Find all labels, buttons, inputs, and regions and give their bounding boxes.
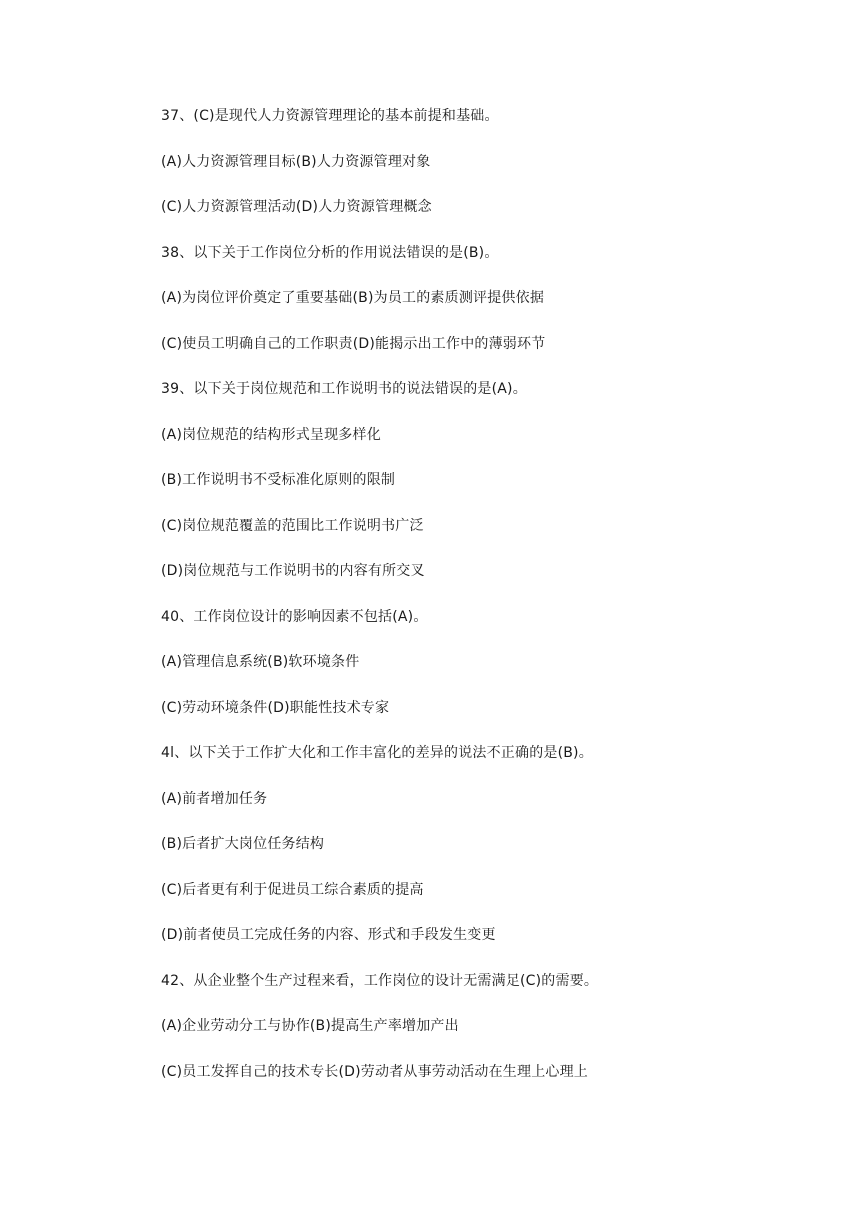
question-39-option-b: (B)工作说明书不受标准化原则的限制 <box>161 472 396 488</box>
question-42-options-cd: (C)员工发挥自己的技术专长(D)劳动者从事劳动活动在生理上心理上 <box>161 1063 589 1080</box>
question-40-options-ab: (A)管理信息系统(B)软环境条件 <box>161 654 360 670</box>
question-39-option-a: (A)岗位规范的结构形式呈现多样化 <box>161 426 381 443</box>
question-39-stem: 39、以下关于岗位规范和工作说明书的说法错误的是(A)。 <box>161 381 527 397</box>
question-41-option-a: (A)前者增加任务 <box>161 790 268 807</box>
question-41-option-d: (D)前者使员工完成任务的内容、形式和手段发生变更 <box>161 927 496 943</box>
question-39-option-d: (D)岗位规范与工作说明书的内容有所交叉 <box>161 563 425 579</box>
question-37-options-ab: (A)人力资源管理目标(B)人力资源管理对象 <box>161 153 431 170</box>
question-list <box>161 104 821 1105</box>
question-42-stem: 42、从企业整个生产过程来看，工作岗位的设计无需满足(C)的需要。 <box>161 972 599 989</box>
question-38-options-ab: (A)为岗位评价奠定了重要基础(B)为员工的素质测评提供依据 <box>161 290 545 306</box>
question-40-options-cd: (C)劳动环境条件(D)职能性技术专家 <box>161 699 390 716</box>
question-41-option-c: (C)后者更有利于促进员工综合素质的提高 <box>161 881 424 898</box>
question-41-stem: 4l、以下关于工作扩大化和工作丰富化的差异的说法不正确的是(B)。 <box>161 745 593 761</box>
question-38-options-cd: (C)使员工明确自己的工作职责(D)能揭示出工作中的薄弱环节 <box>161 335 546 352</box>
question-37-options-cd: (C)人力资源管理活动(D)人力资源管理概念 <box>161 199 432 215</box>
question-39-option-c: (C)岗位规范覆盖的范围比工作说明书广泛 <box>161 517 424 534</box>
question-42-options-ab: (A)企业劳动分工与协作(B)提高生产率增加产出 <box>161 1018 459 1034</box>
question-41-option-b: (B)后者扩大岗位任务结构 <box>161 836 325 852</box>
question-40-stem: 40、工作岗位设计的影响因素不包括(A)。 <box>161 608 428 625</box>
question-37-stem: 37、(C)是现代人力资源管理理论的基本前提和基础。 <box>161 108 499 124</box>
question-38-stem: 38、以下关于工作岗位分析的作用说法错误的是(B)。 <box>161 244 499 261</box>
